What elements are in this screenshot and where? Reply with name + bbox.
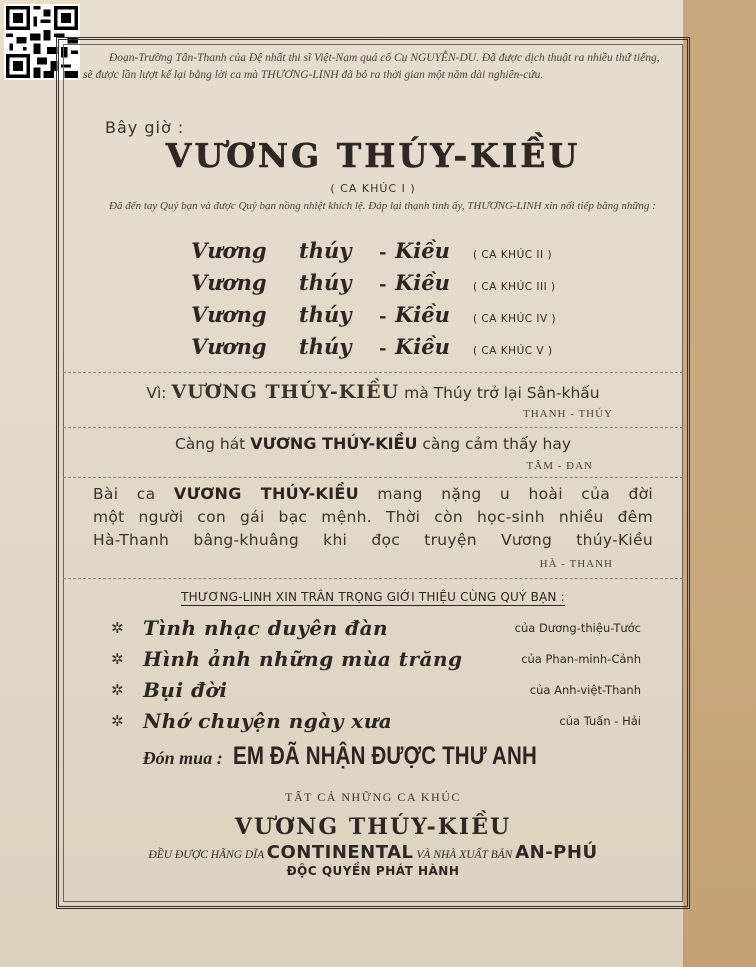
quote-prefix: Bài ca xyxy=(93,485,174,503)
upcoming-title: EM ĐÃ NHẬN ĐƯỢC THƯ ANH xyxy=(232,742,537,770)
series-part: ( CA KHÚC V ) xyxy=(473,345,553,357)
section-divider xyxy=(63,427,683,428)
series-dash: - xyxy=(379,338,387,359)
song-title: Tình nhạc duyên đàn xyxy=(143,615,389,640)
quote-suffix: càng cảm thấy hay xyxy=(417,435,572,453)
section-divider xyxy=(63,372,683,373)
publisher-text: VÀ NHÀ XUẤT BẢN xyxy=(413,849,516,861)
series-word: thúy xyxy=(299,238,352,263)
quote-title: VƯƠNG THÚY-KIỀU xyxy=(171,381,400,403)
now-label: Bây giờ : xyxy=(105,118,185,137)
series-part: ( CA KHÚC IV ) xyxy=(473,313,557,325)
intro-paragraph: Đoạn-Trường Tân-Thanh của Đệ nhất thi sĩ Việt-Nam quá cố Cụ NGUYỄN-DU. Đã được dịch thuật ra nhiều thứ tiếng, sẽ được lần lượt kể lại bằng lời ca mà THƯƠNG-LINH đã bỏ ra thời gian một năm dài nghiên-cứu. xyxy=(83,52,660,81)
testimonial-author: THANH - THÚY xyxy=(522,408,613,420)
series-word: Vương xyxy=(191,270,267,295)
publisher-line xyxy=(63,842,683,863)
star-bullet-icon: ✲ xyxy=(111,618,124,637)
series-word: Kiều xyxy=(395,270,450,295)
series-word: Kiều xyxy=(395,334,450,359)
continuation-paragraph: Đã đến tay Quý bạn và được Quý bạn nồng nhiệt khích lệ. Đáp lại thạnh tình ấy, THƯƠNG-LINH xin nối tiếp bằng những : xyxy=(109,200,656,212)
publisher-brand: AN-PHÚ xyxy=(515,842,598,863)
song-item xyxy=(111,705,641,736)
song-author: của Anh-việt-Thanh xyxy=(529,682,641,697)
part-label: ( CA KHÚC I ) xyxy=(330,182,416,195)
all-songs-label: TẤT CẢ NHỮNG CA KHÚC xyxy=(285,790,461,804)
testimonial-quote xyxy=(63,381,683,403)
series-dash: - xyxy=(379,306,387,327)
testimonial-author: HÀ - THANH xyxy=(539,558,613,570)
song-author: của Tuấn - Hải xyxy=(559,713,641,728)
main-title: VƯƠNG THÚY-KIỀU xyxy=(165,136,581,175)
paragraph-line xyxy=(93,482,653,506)
aged-paper-edge xyxy=(683,0,756,967)
section-divider xyxy=(63,477,683,478)
star-bullet-icon: ✲ xyxy=(111,649,124,668)
series-word: Vương xyxy=(191,334,267,359)
series-dash: - xyxy=(379,242,387,263)
song-title: Hình ảnh những mùa trăng xyxy=(143,646,463,671)
quote-suffix: mang nặng u hoài của đời xyxy=(358,485,654,503)
series-part: ( CA KHÚC II ) xyxy=(473,249,553,261)
series-word: Kiều xyxy=(395,238,450,263)
quote-prefix: Càng hát xyxy=(174,435,251,453)
series-part: ( CA KHÚC III ) xyxy=(473,281,556,293)
paragraph-line: Hà-Thanh bâng-khuâng khi đọc truyện Vương thúy-Kiều xyxy=(93,531,653,549)
song-item xyxy=(111,612,641,643)
testimonial-paragraph xyxy=(93,482,653,552)
song-item xyxy=(111,643,641,674)
song-author: của Phan-minh-Cảnh xyxy=(521,651,641,666)
series-word: thúy xyxy=(299,334,352,359)
series-word: Vương xyxy=(191,302,267,327)
exclusive-distribution: ĐỘC QUYỀN PHÁT HÀNH xyxy=(286,864,460,878)
quote-prefix: Vì: xyxy=(146,384,172,402)
publisher-text: ĐỀU ĐƯỢC HÃNG DĨA xyxy=(148,849,267,861)
song-title: Bụi đời xyxy=(143,677,228,702)
star-bullet-icon: ✲ xyxy=(111,680,124,699)
quote-title: VƯƠNG THÚY-KIỀU xyxy=(173,484,359,503)
series-item xyxy=(191,238,556,270)
footer-title: VƯƠNG THÚY-KIỀU xyxy=(234,814,512,840)
song-title: Nhớ chuyện ngày xưa xyxy=(143,708,393,733)
upcoming-release xyxy=(63,742,683,771)
song-item xyxy=(111,674,641,705)
series-item xyxy=(191,334,556,366)
heading-text: THƯƠNG-LINH XIN TRÂN TRỌNG GIỚI THIỆU CÙNG QUÝ BẠN : xyxy=(181,590,565,604)
series-word: thúy xyxy=(299,270,352,295)
song-list xyxy=(111,612,641,736)
record-label-brand: CONTINENTAL xyxy=(266,842,414,863)
series-word: Kiều xyxy=(395,302,450,327)
upcoming-label: Đón mua : xyxy=(142,748,223,768)
song-author: của Dương-thiệu-Tước xyxy=(514,620,641,635)
series-word: thúy xyxy=(299,302,352,327)
series-dash: - xyxy=(379,274,387,295)
series-item xyxy=(191,302,556,334)
testimonial-author: TÂM - ĐAN xyxy=(526,460,593,472)
testimonial-quote xyxy=(63,434,683,453)
section-divider xyxy=(63,578,683,579)
quote-title: VƯƠNG THÚY-KIỀU xyxy=(250,434,418,453)
series-word: Vương xyxy=(191,238,267,263)
introductions-heading xyxy=(63,590,683,604)
series-item xyxy=(191,270,556,302)
quote-suffix: mà Thúy trở lại Sân-khấu xyxy=(399,384,600,402)
series-list xyxy=(191,238,556,366)
paragraph-line: một người con gái bạc mệnh. Thời còn học-sinh nhiều đêm xyxy=(93,508,653,526)
star-bullet-icon: ✲ xyxy=(111,711,124,730)
